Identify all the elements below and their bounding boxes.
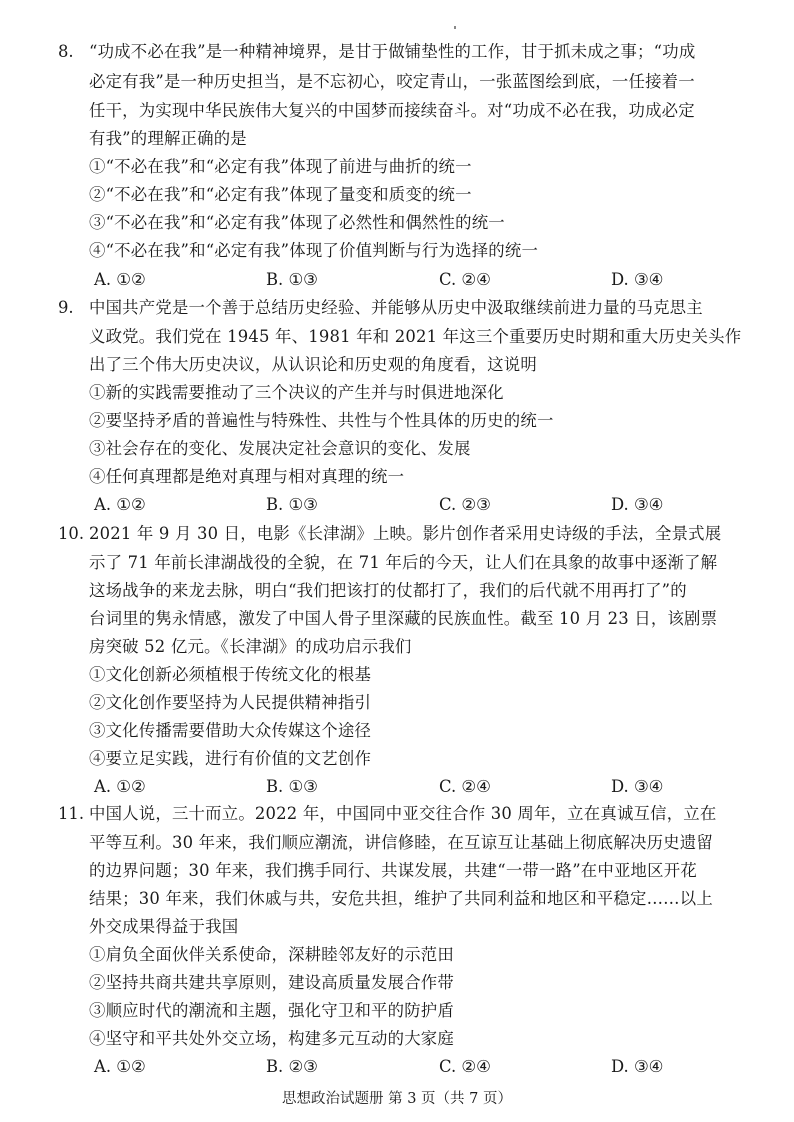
question-stem-line: 房突破 52 亿元。《长津湖》的成功启示我们 [89, 637, 412, 656]
choice-a: A. ①② [94, 270, 146, 289]
statement-item: ①“不必在我”和“必定有我”体现了前进与曲折的统一 [89, 157, 472, 176]
question-stem-line: 中国共产党是一个善于总结历史经验、并能够从历史中汲取继续前进力量的马克思主 [89, 298, 703, 317]
statement-item: ②要坚持矛盾的普遍性与特殊性、共性与个性具体的历史的统一 [89, 411, 554, 430]
question-stem-line: 台词里的隽永情感，激发了中国人骨子里深藏的民族血性。截至 10 月 23 日，该剧票 [89, 609, 718, 628]
question-stem-line: 示了 71 年前长津湖战役的全貌，在 71 年后的今天，让人们在具象的故事中逐渐了解 [89, 553, 718, 572]
question-stem-line: 这场战争的来龙去脉，明白“我们把该打的仗都打了，我们的后代就不用再打了”的 [89, 581, 687, 600]
question-number: 9. [58, 298, 74, 317]
choice-b: B. ②③ [266, 1057, 318, 1076]
choice-a: A. ①② [94, 1057, 146, 1076]
choice-d: D. ③④ [611, 777, 664, 796]
choice-a: A. ①② [94, 777, 146, 796]
choice-b: B. ①③ [266, 777, 318, 796]
statement-item: ②文化创作要坚持为人民提供精神指引 [89, 693, 372, 712]
choice-c: C. ②④ [439, 270, 491, 289]
statement-item: ④任何真理都是绝对真理与相对真理的统一 [89, 467, 405, 486]
choice-d: D. ③④ [611, 270, 664, 289]
question-stem-line: “功成不必在我”是一种精神境界，是甘于做铺垫性的工作，甘于抓未成之事；“功成 [89, 42, 696, 61]
statement-item: ④坚守和平共处外交立场，构建多元互动的大家庭 [89, 1029, 454, 1048]
statement-item: ②“不必在我”和“必定有我”体现了量变和质变的统一 [89, 185, 472, 204]
question-stem-line: 有我”的理解正确的是 [89, 129, 247, 148]
choice-c: C. ②③ [439, 495, 491, 514]
question-number: 11. [58, 804, 85, 823]
question-stem-line: 2021 年 9 月 30 日，电影《长津湖》上映。影片创作者采用史诗级的手法，全景式展 [89, 524, 722, 543]
question-stem-line: 义政党。我们党在 1945 年、1981 年和 2021 年这三个重要历史时期和重大历史关头作 [89, 327, 742, 346]
choice-a: A. ①② [94, 495, 146, 514]
choice-c: C. ②④ [439, 777, 491, 796]
statement-item: ①新的实践需要推动了三个决议的产生并与时俱进地深化 [89, 383, 504, 402]
question-stem-line: 必定有我”是一种历史担当，是不忘初心，咬定青山，一张蓝图绘到底，一任接着一 [89, 72, 695, 91]
page-footer: 思想政治试题册 第 3 页（共 7 页） [282, 1091, 512, 1107]
choice-c: C. ②④ [439, 1057, 491, 1076]
statement-item: ③“不必在我”和“必定有我”体现了必然性和偶然性的统一 [89, 213, 505, 232]
question-number: 8. [58, 42, 74, 61]
question-number: 10. [58, 524, 85, 543]
choice-d: D. ③④ [611, 1057, 664, 1076]
question-stem-line: 结果；30 年来，我们休戚与共，安危共担，维护了共同利益和地区和平稳定……以上 [89, 889, 713, 908]
question-stem-line: 平等互利。30 年来，我们顺应潮流，讲信修睦，在互谅互让基础上彻底解决历史遗留 [89, 833, 713, 852]
choice-b: B. ①③ [266, 495, 318, 514]
statement-item: ①肩负全面伙伴关系使命，深耕睦邻友好的示范田 [89, 945, 454, 964]
question-stem-line: 外交成果得益于我国 [89, 917, 239, 936]
question-stem-line: 的边界问题；30 年来，我们携手同行、共谋发展，共建“一带一路”在中亚地区开花 [89, 861, 697, 880]
statement-item: ①文化创新必须植根于传统文化的根基 [89, 665, 372, 684]
statement-item: ③文化传播需要借助大众传媒这个途径 [89, 721, 372, 740]
question-stem-line: 中国人说，三十而立。2022 年，中国同中亚交往合作 30 周年，立在真诚互信，立在 [89, 804, 717, 823]
choice-b: B. ①③ [266, 270, 318, 289]
question-stem-line: 出了三个伟大历史决议，从认识论和历史观的角度看，这说明 [89, 355, 537, 374]
statement-item: ③社会存在的变化、发展决定社会意识的变化、发展 [89, 439, 471, 458]
statement-item: ③顺应时代的潮流和主题，强化守卫和平的防护盾 [89, 1001, 454, 1020]
statement-item: ④“不必在我”和“必定有我”体现了价值判断与行为选择的统一 [89, 241, 539, 260]
choice-d: D. ③④ [611, 495, 664, 514]
statement-item: ②坚持共商共建共享原则，建设高质量发展合作带 [89, 973, 454, 992]
question-stem-line: 任干，为实现中华民族伟大复兴的中国梦而接续奋斗。对“功成不必在我，功成必定 [89, 101, 695, 120]
statement-item: ④要立足实践，进行有价值的文艺创作 [89, 749, 372, 768]
scan-speck [454, 26, 456, 29]
